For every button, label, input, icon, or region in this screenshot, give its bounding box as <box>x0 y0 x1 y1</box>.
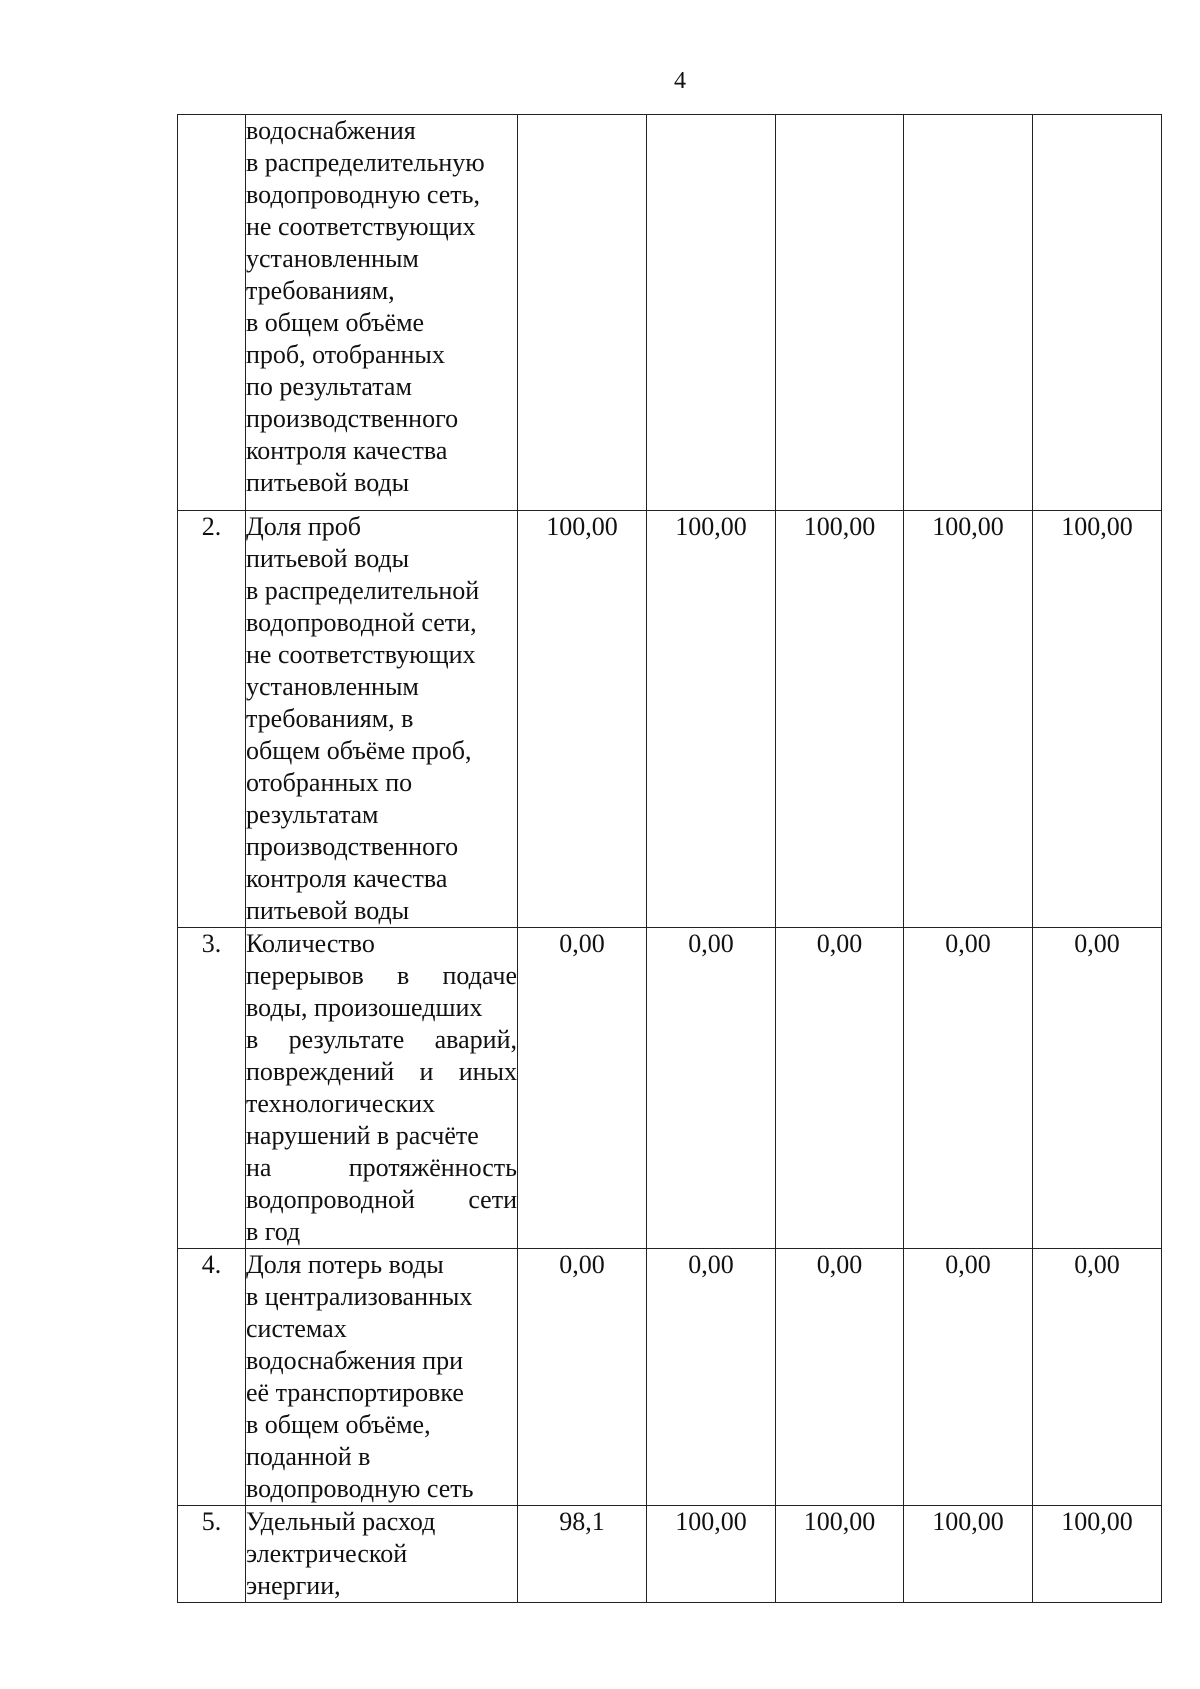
row-number: 2. <box>178 511 246 928</box>
description-line: перерывов в подаче <box>246 961 517 990</box>
description-line: энергии, <box>246 1571 341 1600</box>
description-line: её транспортировке <box>246 1378 464 1407</box>
table-row <box>178 928 1162 1249</box>
description-line: проб, отобранных <box>246 340 445 369</box>
value-cell: 100,00 <box>518 511 647 928</box>
value-cell: 0,00 <box>518 1249 647 1506</box>
description-line: в год <box>246 1217 301 1246</box>
value-cell: 98,1 <box>518 1506 647 1603</box>
description-line: системах <box>246 1314 347 1343</box>
description-line: водопроводную сеть, <box>246 180 481 209</box>
description-line: требованиям, в <box>246 704 414 733</box>
indicator-description <box>246 928 518 1249</box>
description-line: питьевой воды <box>246 544 410 573</box>
description-line: контроля качества <box>246 864 448 893</box>
description-line: Количество <box>246 929 375 958</box>
table-row <box>178 511 1162 928</box>
description-line: водопроводную сеть <box>246 1474 474 1503</box>
description-line: водоснабжения при <box>246 1346 464 1375</box>
value-cell: 0,00 <box>1033 1249 1162 1506</box>
value-cell <box>1033 115 1162 511</box>
description-line: по результатам <box>246 372 412 401</box>
page-number: 4 <box>674 68 686 94</box>
description-line: в общем объёме <box>246 308 425 337</box>
row-number <box>178 115 246 511</box>
value-cell <box>647 115 776 511</box>
table-row <box>178 1249 1162 1506</box>
row-number: 4. <box>178 1249 246 1506</box>
description-line: питьевой воды <box>246 468 410 497</box>
indicator-description <box>246 1506 518 1603</box>
indicator-description <box>246 115 518 511</box>
description-line: поданной в <box>246 1442 371 1471</box>
description-line: электрической <box>246 1539 408 1568</box>
value-cell: 100,00 <box>904 1506 1033 1603</box>
description-line: установленным <box>246 244 419 273</box>
indicators-table <box>177 114 1162 1603</box>
value-cell: 100,00 <box>904 511 1033 928</box>
value-cell: 0,00 <box>776 1249 904 1506</box>
value-cell <box>904 115 1033 511</box>
description-line: воды, произошедших <box>246 993 483 1022</box>
description-line: в централизованных <box>246 1282 473 1311</box>
description-line: установленным <box>246 672 419 701</box>
value-cell: 100,00 <box>776 1506 904 1603</box>
description-line: контроля качества <box>246 436 448 465</box>
row-number: 3. <box>178 928 246 1249</box>
description-line: нарушений в расчёте <box>246 1121 479 1150</box>
value-cell: 0,00 <box>776 928 904 1249</box>
description-line: в результате аварий, <box>246 1025 517 1054</box>
value-cell: 0,00 <box>904 1249 1033 1506</box>
description-line: общем объёме проб, <box>246 736 472 765</box>
description-line: на протяжённость <box>246 1153 517 1182</box>
table-row <box>178 115 1162 511</box>
description-line: отобранных по <box>246 768 413 797</box>
value-cell: 0,00 <box>647 928 776 1249</box>
value-cell: 100,00 <box>647 1506 776 1603</box>
description-line: водопроводной сети, <box>246 608 477 637</box>
description-line: водоснабжения <box>246 116 416 145</box>
value-cell: 0,00 <box>518 928 647 1249</box>
value-cell <box>518 115 647 511</box>
description-line: питьевой воды <box>246 896 410 925</box>
description-line: не соответствующих <box>246 640 476 669</box>
value-cell: 100,00 <box>1033 511 1162 928</box>
description-line: результатам <box>246 800 379 829</box>
row-number: 5. <box>178 1506 246 1603</box>
value-cell: 100,00 <box>647 511 776 928</box>
description-line: не соответствующих <box>246 212 476 241</box>
description-line: в распределительную <box>246 148 485 177</box>
description-line: в общем объёме, <box>246 1410 431 1439</box>
value-cell: 100,00 <box>1033 1506 1162 1603</box>
value-cell: 0,00 <box>647 1249 776 1506</box>
description-line: Доля потерь воды <box>246 1250 444 1279</box>
description-line: производственного <box>246 404 459 433</box>
description-line: требованиям, <box>246 276 395 305</box>
value-cell: 0,00 <box>904 928 1033 1249</box>
description-line: технологических <box>246 1089 436 1118</box>
description-line: Удельный расход <box>246 1507 436 1536</box>
description-line: Доля проб <box>246 512 361 541</box>
description-line: повреждений и иных <box>246 1057 517 1086</box>
value-cell: 100,00 <box>776 511 904 928</box>
indicator-description <box>246 1249 518 1506</box>
description-line: в распределительной <box>246 576 480 605</box>
indicator-description <box>246 511 518 928</box>
value-cell: 0,00 <box>1033 928 1162 1249</box>
table-row <box>178 1506 1162 1603</box>
description-line: производственного <box>246 832 459 861</box>
value-cell <box>776 115 904 511</box>
description-line: водопроводной сети <box>246 1185 517 1214</box>
